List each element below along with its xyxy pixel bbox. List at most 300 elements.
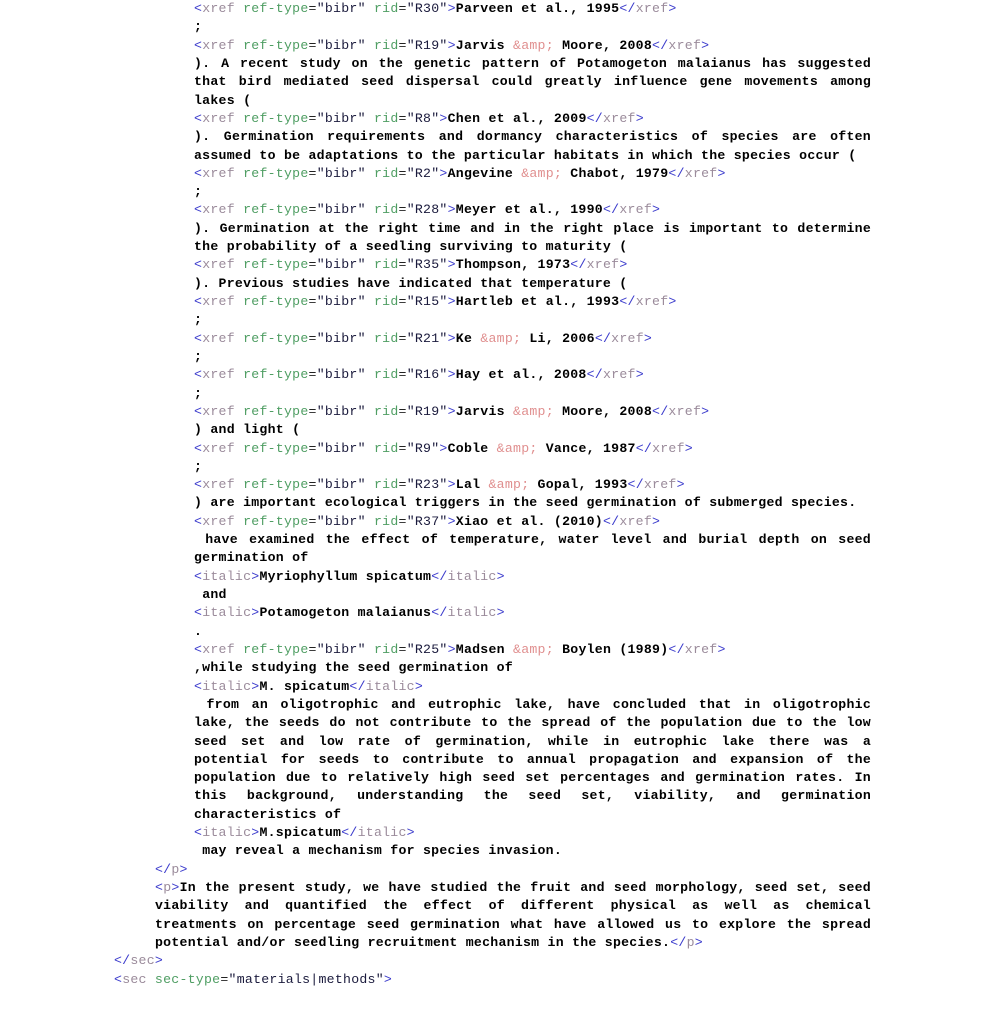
open-bracket-end: >: [439, 440, 448, 456]
tag-name: xref: [684, 165, 718, 181]
open-bracket: <: [194, 641, 203, 657]
close-bracket: </: [619, 294, 636, 309]
text-content: Chabot, 1979: [562, 165, 669, 181]
tag-name: xref: [635, 1, 669, 16]
close-bracket: </: [570, 257, 587, 273]
close-bracket: </: [670, 934, 687, 950]
attribute-value: "bibr": [316, 1, 366, 16]
source-line[interactable]: [114, 330, 871, 348]
tag-name: italic: [202, 678, 252, 694]
source-line[interactable]: [114, 494, 871, 512]
close-bracket-end: >: [179, 861, 188, 877]
equals-sign: =: [398, 37, 407, 53]
attribute-value: "R35": [406, 257, 448, 273]
open-bracket-end: >: [447, 202, 456, 218]
attribute-value: "bibr": [316, 477, 366, 493]
source-line[interactable]: [114, 842, 871, 860]
equals-sign: =: [308, 403, 317, 419]
text-content: Chen et al., 2009: [447, 110, 587, 126]
source-line[interactable]: [114, 659, 871, 677]
source-line[interactable]: [114, 824, 871, 842]
open-bracket: <: [194, 678, 203, 694]
attribute-value: "bibr": [316, 202, 366, 218]
xml-entity: &amp;: [488, 477, 530, 493]
attribute-value: "R21": [406, 330, 448, 346]
equals-sign: =: [308, 257, 317, 273]
source-line[interactable]: [114, 971, 871, 989]
open-bracket-end: >: [251, 568, 260, 584]
text-content: Jarvis: [455, 403, 514, 419]
tag-name: italic: [202, 605, 252, 621]
source-line[interactable]: [114, 440, 871, 458]
open-bracket-end: >: [447, 403, 456, 419]
tag-name: xref: [643, 477, 677, 493]
attribute-name: ref-type: [234, 257, 309, 273]
attribute-name: ref-type: [234, 165, 309, 181]
open-bracket-end: >: [447, 294, 456, 309]
close-bracket: </: [431, 605, 448, 621]
text-content: M. spicatum: [259, 678, 350, 694]
text-content: ). Germination requirements and dormancy characteristics of species are often assumed to be adaptations to the particular habitats in which the species occur (: [194, 129, 880, 163]
tag-name: xref: [202, 37, 235, 53]
source-line[interactable]: [114, 952, 871, 970]
equals-sign: =: [308, 202, 317, 218]
text-content: Boylen (1989): [553, 641, 669, 657]
attribute-value: "bibr": [316, 165, 366, 181]
equals-sign: =: [308, 37, 317, 53]
attribute-value: "materials|methods": [228, 971, 384, 987]
equals-sign: =: [398, 294, 407, 309]
close-bracket: </: [619, 1, 636, 16]
close-bracket: </: [341, 825, 358, 841]
source-line[interactable]: [114, 531, 880, 568]
attribute-name: rid: [365, 1, 399, 16]
open-bracket-end: >: [171, 880, 180, 895]
open-bracket: <: [114, 971, 123, 987]
close-bracket: </: [114, 953, 131, 969]
open-bracket: <: [194, 825, 203, 841]
text-content: .: [194, 623, 203, 639]
tag-name: xref: [652, 440, 685, 456]
tag-name: xref: [202, 294, 235, 309]
text-content: ;: [194, 184, 203, 200]
close-bracket: </: [349, 678, 366, 694]
open-bracket: <: [194, 37, 203, 53]
open-bracket: <: [194, 294, 203, 309]
open-bracket-end: >: [439, 110, 448, 126]
attribute-value: "bibr": [316, 330, 366, 346]
tag-name: italic: [202, 568, 252, 584]
text-content: ;: [194, 312, 203, 328]
close-bracket-end: >: [668, 294, 677, 309]
tag-name: xref: [202, 110, 235, 126]
close-bracket-end: >: [414, 678, 424, 694]
tag-name: xref: [602, 367, 636, 383]
close-bracket: </: [652, 403, 669, 419]
close-bracket: </: [635, 440, 653, 456]
open-bracket: <: [194, 367, 203, 383]
close-bracket-end: >: [635, 110, 644, 126]
tag-name: sec: [122, 971, 147, 987]
attribute-name: ref-type: [234, 202, 309, 218]
tag-name: xref: [611, 330, 644, 346]
text-content: ;: [194, 458, 203, 474]
text-content: Moore, 2008: [553, 37, 653, 53]
tag-name: xref: [202, 477, 235, 493]
equals-sign: =: [308, 641, 317, 657]
text-content: ;: [194, 348, 203, 364]
source-line[interactable]: [114, 604, 871, 622]
text-content: Angevine: [447, 165, 522, 181]
open-bracket: <: [155, 880, 164, 895]
open-bracket: <: [194, 165, 203, 181]
attribute-value: "bibr": [316, 641, 366, 657]
close-bracket-end: >: [701, 403, 710, 419]
equals-sign: =: [308, 110, 317, 126]
text-content: ) are important ecological triggers in the seed germination of submerged species.: [194, 495, 857, 511]
source-line[interactable]: [114, 421, 871, 439]
attribute-name: ref-type: [234, 37, 309, 53]
equals-sign: =: [398, 330, 407, 346]
source-line[interactable]: [114, 220, 880, 257]
source-line[interactable]: [114, 165, 871, 183]
open-bracket-end: >: [447, 641, 456, 657]
attribute-name: ref-type: [234, 330, 309, 346]
close-bracket: </: [431, 568, 448, 584]
attribute-name: rid: [365, 440, 399, 456]
tag-name: xref: [586, 257, 620, 273]
equals-sign: =: [308, 1, 317, 16]
text-content: Xiao et al. (2010): [455, 513, 603, 529]
text-content: M.spicatum: [259, 825, 342, 841]
tag-name: italic: [447, 605, 497, 621]
tag-name: xref: [202, 440, 235, 456]
tag-name: italic: [447, 568, 497, 584]
xml-entity: &amp;: [513, 641, 554, 657]
attribute-value: "R19": [406, 37, 448, 53]
text-content: Vance, 1987: [537, 440, 636, 456]
close-bracket: </: [627, 477, 644, 493]
xml-entity: &amp;: [513, 37, 554, 53]
open-bracket-end: >: [439, 165, 448, 181]
attribute-name: ref-type: [234, 641, 309, 657]
close-bracket: </: [155, 861, 172, 877]
text-content: Meyer et al., 1990: [455, 202, 603, 218]
close-bracket-end: >: [694, 934, 703, 950]
attribute-name: rid: [365, 367, 399, 383]
tag-name: xref: [635, 294, 669, 309]
open-bracket: <: [194, 513, 203, 529]
source-line[interactable]: [114, 311, 871, 329]
attribute-name: rid: [365, 330, 399, 346]
text-content: ). Germination at the right time and in the right place is important to determine the probability of a seedling surviving to maturity (: [194, 220, 880, 255]
source-line[interactable]: [114, 696, 880, 824]
equals-sign: =: [398, 403, 407, 419]
open-bracket-end: >: [447, 330, 456, 346]
equals-sign: =: [398, 257, 407, 273]
attribute-value: "R30": [406, 1, 448, 16]
text-content: ). Previous studies have indicated that temperature (: [194, 275, 628, 291]
close-bracket: </: [586, 367, 603, 383]
equals-sign: =: [308, 513, 317, 529]
source-line[interactable]: [114, 458, 871, 476]
tag-name: xref: [668, 37, 702, 53]
text-content: In the present study, we have studied the fruit and seed morphology, seed set, seed viability and quantified the effect of different physical as well as chemical treatments on percentage seed germination what have allowed us to explore the spread potential and/or seedling recruitment mechanism in the species.: [155, 880, 880, 950]
attribute-name: rid: [365, 641, 399, 657]
open-bracket-end: >: [447, 477, 456, 493]
open-bracket-end: >: [447, 513, 456, 529]
tag-name: sec: [130, 953, 155, 969]
attribute-value: "R28": [406, 202, 448, 218]
source-line[interactable]: [114, 879, 880, 952]
xml-entity: &amp;: [521, 165, 563, 181]
attribute-value: "R16": [406, 367, 448, 383]
source-line[interactable]: [114, 513, 871, 531]
attribute-value: "bibr": [316, 513, 366, 529]
source-line[interactable]: [114, 623, 871, 641]
text-content: ) and light (: [194, 422, 301, 438]
source-line[interactable]: [114, 861, 871, 879]
text-content: ;: [194, 19, 203, 35]
text-content: ;: [194, 385, 203, 401]
text-content: Hartleb et al., 1993: [455, 294, 620, 309]
equals-sign: =: [398, 641, 407, 657]
attribute-value: "R8": [406, 110, 440, 126]
attribute-name: rid: [365, 403, 399, 419]
source-line[interactable]: [114, 256, 871, 274]
attribute-name: ref-type: [234, 110, 309, 126]
text-content: Parveen et al., 1995: [455, 1, 620, 16]
equals-sign: =: [398, 165, 407, 181]
close-bracket: </: [602, 202, 620, 218]
source-line[interactable]: [114, 366, 871, 384]
text-content: Gopal, 1993: [529, 477, 628, 493]
text-content: have examined the effect of temperature, water level and burial depth on seed germination of: [194, 532, 880, 566]
attribute-name: sec-type: [146, 971, 221, 987]
tag-name: xref: [202, 257, 235, 273]
close-bracket: </: [594, 330, 612, 346]
close-bracket-end: >: [406, 825, 415, 841]
close-bracket: </: [586, 110, 603, 126]
equals-sign: =: [398, 513, 407, 529]
attribute-value: "bibr": [316, 110, 366, 126]
tag-name: p: [171, 861, 180, 877]
equals-sign: =: [308, 367, 317, 383]
text-content: Potamogeton malaianus: [259, 605, 432, 621]
text-content: ). A recent study on the genetic pattern of Potamogeton malaianus has suggested that bird mediated seed dispersal could greatly influence gene movements among lakes (: [194, 55, 880, 108]
open-bracket: <: [194, 110, 203, 126]
source-line[interactable]: [114, 678, 871, 696]
source-line[interactable]: [114, 275, 871, 293]
equals-sign: =: [308, 294, 317, 309]
attribute-value: "R37": [406, 513, 448, 529]
attribute-name: ref-type: [234, 1, 309, 16]
tag-name: xref: [202, 202, 235, 218]
tag-name: xref: [668, 403, 702, 419]
attribute-name: rid: [365, 477, 399, 493]
source-line[interactable]: [114, 348, 871, 366]
source-line[interactable]: [114, 201, 871, 219]
attribute-value: "bibr": [316, 294, 366, 309]
text-content: Coble: [447, 440, 497, 456]
attribute-value: "R25": [406, 641, 448, 657]
source-line[interactable]: [114, 18, 871, 36]
attribute-name: rid: [365, 110, 399, 126]
source-line[interactable]: [114, 476, 871, 494]
source-line[interactable]: [114, 0, 871, 18]
tag-name: xref: [202, 367, 235, 383]
close-bracket: </: [668, 165, 685, 181]
tag-name: italic: [202, 825, 252, 841]
attribute-name: rid: [365, 165, 399, 181]
equals-sign: =: [398, 367, 407, 383]
text-content: Jarvis: [455, 37, 514, 53]
close-bracket-end: >: [154, 953, 164, 969]
attribute-name: rid: [365, 294, 399, 309]
tag-name: italic: [365, 678, 415, 694]
source-line[interactable]: [114, 183, 871, 201]
text-content: Moore, 2008: [553, 403, 653, 419]
tag-name: xref: [619, 202, 653, 218]
attribute-name: ref-type: [234, 403, 309, 419]
close-bracket-end: >: [684, 440, 693, 456]
tag-name: p: [163, 880, 172, 895]
open-bracket-end: >: [447, 37, 456, 53]
open-bracket: <: [194, 605, 203, 621]
tag-name: p: [686, 934, 695, 950]
equals-sign: =: [398, 477, 407, 493]
text-content: from an oligotrophic and eutrophic lake, have concluded that in oligotrophic lake, the seeds do not contribute to the spread of the population due to the low seed set and low rate of germination, while in eutrophic lake there was a potential for seeds to contribute to annual propagation and expansion of the population due to relatively high seed set percentages and germination rates. In this background, understanding the seed set, viability, and germination characteristics of: [194, 696, 880, 822]
attribute-value: "R15": [406, 294, 448, 309]
close-bracket: </: [602, 513, 620, 529]
tag-name: xref: [202, 403, 235, 419]
attribute-name: rid: [365, 37, 399, 53]
text-content: Lal: [455, 477, 489, 493]
open-bracket: <: [194, 330, 203, 346]
attribute-name: ref-type: [234, 294, 309, 309]
tag-name: xref: [202, 1, 235, 16]
open-bracket-end: >: [447, 1, 456, 16]
close-bracket-end: >: [676, 477, 685, 493]
tag-name: xref: [602, 110, 636, 126]
open-bracket-end: >: [251, 678, 260, 694]
source-line[interactable]: [114, 568, 871, 586]
attribute-name: rid: [365, 202, 399, 218]
open-bracket: <: [194, 568, 203, 584]
attribute-value: "bibr": [316, 37, 366, 53]
tag-name: xref: [202, 641, 235, 657]
tag-name: xref: [202, 165, 235, 181]
xml-entity: &amp;: [496, 440, 538, 456]
text-content: and: [194, 587, 227, 602]
open-bracket-end: >: [251, 605, 260, 621]
text-content: Ke: [455, 330, 481, 346]
open-bracket-end: >: [383, 971, 393, 987]
open-bracket: <: [194, 257, 203, 273]
source-line[interactable]: [114, 110, 871, 128]
text-content: Madsen: [455, 641, 514, 657]
text-content: Hay et al., 2008: [455, 367, 587, 383]
xml-entity: &amp;: [480, 330, 522, 346]
close-bracket-end: >: [652, 513, 661, 529]
attribute-value: "bibr": [316, 403, 366, 419]
equals-sign: =: [398, 202, 407, 218]
text-content: Thompson, 1973: [455, 257, 571, 273]
source-line[interactable]: [114, 37, 871, 55]
text-content: may reveal a mechanism for species invasion.: [194, 843, 563, 859]
attribute-value: "bibr": [316, 440, 366, 456]
close-bracket-end: >: [643, 330, 653, 346]
equals-sign: =: [308, 477, 317, 493]
equals-sign: =: [308, 330, 317, 346]
close-bracket-end: >: [717, 165, 726, 181]
close-bracket: </: [652, 37, 669, 53]
attribute-value: "R2": [406, 165, 440, 181]
source-line[interactable]: [114, 641, 871, 659]
attribute-value: "bibr": [316, 257, 366, 273]
close-bracket-end: >: [619, 257, 628, 273]
source-line[interactable]: [114, 385, 871, 403]
xml-entity: &amp;: [513, 403, 554, 419]
close-bracket-end: >: [496, 568, 505, 584]
equals-sign: =: [398, 1, 407, 16]
open-bracket-end: >: [447, 367, 456, 383]
close-bracket-end: >: [496, 605, 505, 621]
close-bracket-end: >: [668, 1, 677, 16]
attribute-name: ref-type: [234, 367, 309, 383]
close-bracket: </: [668, 641, 685, 657]
open-bracket-end: >: [251, 825, 260, 841]
open-bracket: <: [194, 477, 203, 493]
attribute-name: ref-type: [234, 513, 309, 529]
attribute-name: rid: [365, 513, 399, 529]
source-line[interactable]: [114, 128, 880, 165]
open-bracket: <: [194, 403, 203, 419]
source-line[interactable]: [114, 293, 871, 311]
open-bracket: <: [194, 440, 203, 456]
text-content: Li, 2006: [521, 330, 595, 346]
open-bracket: <: [194, 1, 203, 16]
text-content: ,while studying the seed germination of: [194, 660, 513, 676]
close-bracket-end: >: [635, 367, 644, 383]
close-bracket-end: >: [701, 37, 710, 53]
close-bracket-end: >: [652, 202, 661, 218]
tag-name: xref: [619, 513, 653, 529]
equals-sign: =: [308, 165, 317, 181]
attribute-value: "bibr": [316, 367, 366, 383]
equals-sign: =: [220, 971, 229, 987]
tag-name: xref: [202, 513, 235, 529]
close-bracket-end: >: [717, 641, 726, 657]
open-bracket-end: >: [447, 257, 456, 273]
attribute-name: rid: [365, 257, 399, 273]
attribute-value: "R9": [406, 440, 440, 456]
open-bracket: <: [194, 202, 203, 218]
attribute-name: ref-type: [234, 440, 309, 456]
equals-sign: =: [398, 440, 407, 456]
attribute-value: "R23": [406, 477, 448, 493]
attribute-value: "R19": [406, 403, 448, 419]
source-line[interactable]: [114, 586, 871, 604]
equals-sign: =: [398, 110, 407, 126]
tag-name: xref: [202, 330, 235, 346]
tag-name: xref: [684, 641, 718, 657]
equals-sign: =: [308, 440, 317, 456]
source-line[interactable]: [114, 55, 880, 110]
source-line[interactable]: [114, 403, 871, 421]
attribute-name: ref-type: [234, 477, 309, 493]
tag-name: italic: [357, 825, 407, 841]
